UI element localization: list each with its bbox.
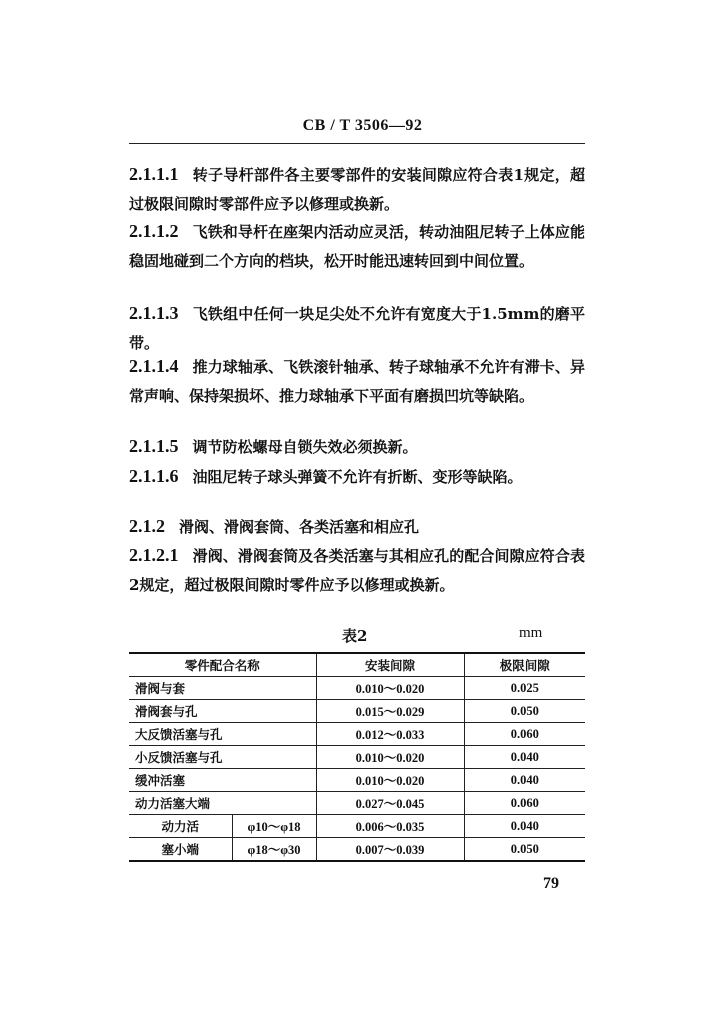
clause-text: 滑阀、滑阀套筒、各类活塞和相应孔 [179,518,420,536]
limit-clearance: 0.040 [464,746,585,769]
header-install-clearance: 安装间隙 [316,653,464,677]
clause-2-1-1-5 [129,432,585,462]
table-row [129,838,585,862]
table-row [129,700,585,723]
page-number: 79 [543,875,559,892]
limit-clearance: 0.025 [464,677,585,700]
limit-clearance: 0.040 [464,815,585,838]
table-row [129,815,585,838]
install-clearance: 0.015～0.029 [316,700,464,723]
limit-clearance: 0.040 [464,769,585,792]
clause-text: 推力球轴承、飞铁滚针轴承、转子球轴承不允许有滞卡、异常声响、保持架损坏、推力球轴承下平面有磨损凹坑等缺陷。 [129,358,585,405]
table-row [129,769,585,792]
clause-number: 2.1.1.5 [129,436,179,456]
part-name: 大反馈活塞与孔 [129,723,316,746]
clause-number: 2.1.1.1 [129,164,179,184]
table-row [129,723,585,746]
clause-text: 调节防松螺母自锁失效必须换新。 [192,438,418,456]
table-row [129,677,585,700]
table-unit: mm [519,625,543,641]
part-name: 滑阀套与孔 [129,700,316,723]
header-rule [129,143,585,144]
install-clearance: 0.007～0.039 [316,838,464,862]
clause-text: 飞铁和导杆在座架内活动应灵活，转动油阻尼转子上体应能稳固地碰到二个方向的档块，松开时能迅速转回到中间位置。 [129,223,585,270]
diameter-range: φ10～φ18 [232,815,316,838]
clause-text: 转子导杆部件各主要零部件的安装间隙应符合表1规定，超过极限间隙时零部件应予以修理或换新。 [129,166,585,213]
clause-number: 2.1.1.6 [129,466,179,486]
table-row [129,746,585,769]
install-clearance: 0.010～0.020 [316,746,464,769]
install-clearance: 0.010～0.020 [316,677,464,700]
clause-2-1-1-6 [129,462,585,492]
limit-clearance: 0.050 [464,700,585,723]
limit-clearance: 0.050 [464,838,585,862]
install-clearance: 0.006～0.035 [316,815,464,838]
clause-2-1-2-1 [129,541,585,600]
part-name: 小反馈活塞与孔 [129,746,316,769]
part-name: 滑阀与套 [129,677,316,700]
clause-text: 油阻尼转子球头弹簧不允许有折断、变形等缺陷。 [192,468,523,486]
clause-number: 2.1.1.4 [129,356,179,376]
table-row [129,792,585,815]
group-label-bottom: 塞小端 [129,838,232,862]
clause-number: 2.1.1.2 [129,221,179,241]
install-clearance: 0.012～0.033 [316,723,464,746]
limit-clearance: 0.060 [464,792,585,815]
limit-clearance: 0.060 [464,723,585,746]
group-label-top: 动力活 [129,815,232,838]
section-2-1-2 [129,512,585,542]
header-part-name: 零件配合名称 [129,653,316,677]
clause-text: 飞铁组中任何一块足尖处不允许有宽度大于1.5mm的磨平带。 [129,305,585,352]
clause-number: 2.1.2 [129,516,165,536]
clause-2-1-1-1 [129,160,585,219]
table-header-row [129,653,585,677]
diameter-range: φ18～φ30 [232,838,316,862]
part-name: 动力活塞大端 [129,792,316,815]
table-caption: 表2 [342,627,368,645]
document-header: CB / T 3506—92 [302,117,423,134]
clause-number: 2.1.1.3 [129,303,179,323]
part-name: 缓冲活塞 [129,769,316,792]
install-clearance: 0.027～0.045 [316,792,464,815]
clause-number: 2.1.2.1 [129,545,179,565]
install-clearance: 0.010～0.020 [316,769,464,792]
clause-2-1-1-2 [129,217,585,276]
clearance-table [129,652,585,862]
clause-2-1-1-4 [129,352,585,411]
header-limit-clearance: 极限间隙 [464,653,585,677]
clause-2-1-1-3 [129,299,585,358]
clause-text: 滑阀、滑阀套筒及各类活塞与其相应孔的配合间隙应符合表2规定，超过极限间隙时零件应予以修理或换新。 [129,547,585,594]
